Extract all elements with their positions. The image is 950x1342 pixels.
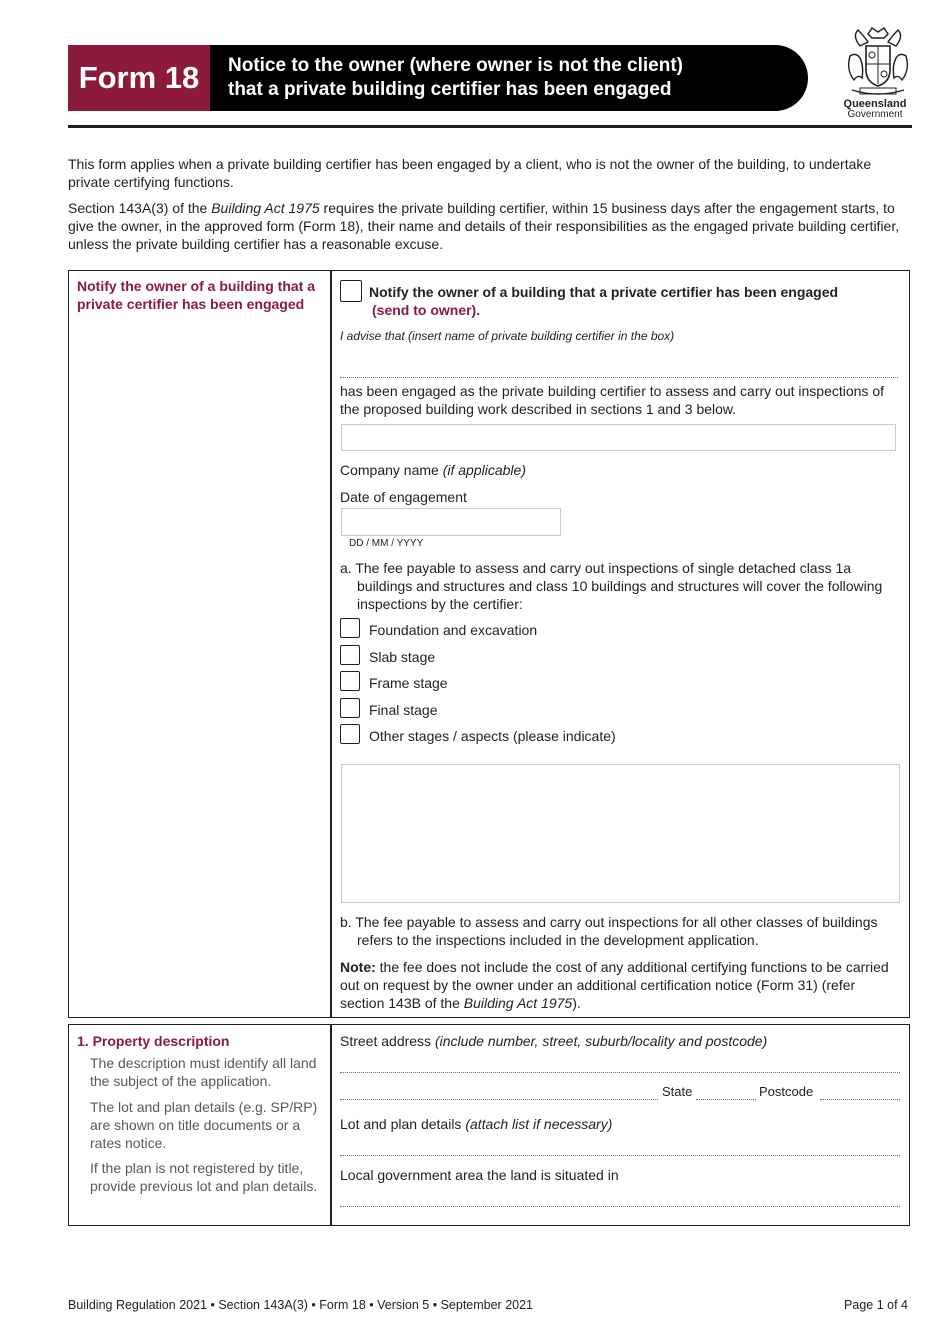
street-label-text: Street address (340, 1033, 435, 1049)
fee-clause-b: b. The fee payable to assess and carry out inspections for all other classes of buildings refers to the inspections included in the development application. (340, 914, 878, 948)
footer-reference: Building Regulation 2021 • Section 143A(3) • Form 18 • Version 5 • September 2021 (68, 1298, 534, 1312)
street-address-line-1[interactable] (340, 1072, 900, 1073)
company-label-text: Company name (340, 462, 443, 478)
lga-line[interactable] (340, 1206, 900, 1207)
final-stage-label: Final stage (369, 702, 438, 718)
company-label-note: (if applicable) (442, 462, 526, 478)
advise-instruction: I advise that (insert name of private building certifier in the box) (340, 329, 675, 343)
frame-stage-label: Frame stage (369, 675, 448, 691)
certifier-name-line[interactable] (340, 377, 898, 378)
intro-paragraph-2 (68, 199, 908, 253)
title-line-2: that a private building certifier has been engaged (228, 79, 672, 100)
street-address-label (340, 1032, 905, 1050)
street-address-line-2[interactable] (340, 1099, 658, 1100)
intro-act-name: Building Act 1975 (211, 200, 320, 216)
intro-text-cont: requires the private building certifier, within 15 business days after the engagement starts, to give the owner, in the approved form (Form 18), their name and details of their responsibilities as the engaged private building certifier, unless the private building certifier has a reasonable excuse. (68, 200, 900, 252)
lot-label-text: Lot and plan details (340, 1116, 466, 1132)
frame-stage-checkbox[interactable] (340, 671, 360, 691)
note-end: ). (572, 995, 581, 1011)
form-number-badge: Form 18 (68, 45, 210, 111)
final-stage-checkbox[interactable] (340, 698, 360, 718)
date-of-engagement-label: Date of engagement (340, 489, 467, 505)
form-title (210, 45, 808, 111)
intro-text: Section 143A(3) of the (68, 200, 212, 216)
property-help-1: The description must identify all land the subject of the application. (90, 1055, 317, 1089)
property-help-3: If the plan is not registered by title, provide previous lot and plan details. (90, 1160, 318, 1194)
postcode-label: Postcode (759, 1084, 814, 1099)
property-section-title: 1. Property description (77, 1033, 230, 1049)
foundation-checkbox[interactable] (340, 618, 360, 638)
notify-checkbox-suffix: (send to owner). (372, 302, 481, 318)
other-stages-checkbox[interactable] (340, 724, 360, 744)
fee-note (340, 958, 900, 1012)
other-stages-textarea[interactable] (341, 764, 900, 903)
page-number: Page 1 of 4 (844, 1298, 908, 1312)
note-text: the fee does not include the cost of any additional certifying functions to be carried out on request by the owner under an additional certification notice (Form 31) (refer section 143B of the (340, 959, 889, 1011)
engaged-statement: has been engaged as the private building certifier to assess and carry out inspections of the proposed building work described in sections 1 and 3 below. (340, 383, 884, 417)
state-field-line[interactable] (696, 1099, 756, 1100)
property-panel-divider (330, 1024, 332, 1226)
government-subtitle: Government (847, 109, 903, 120)
note-label: Note: (340, 959, 376, 975)
lot-label-note: (attach list if necessary) (465, 1116, 613, 1132)
foundation-label: Foundation and excavation (369, 622, 538, 638)
certifier-details-field[interactable] (341, 424, 896, 451)
state-label: State (662, 1084, 693, 1099)
note-act-name: Building Act 1975 (463, 995, 573, 1011)
property-help-2: The lot and plan details (e.g. SP/RP) are shown on title documents or a rates notice. (90, 1099, 318, 1151)
date-format-hint: DD / MM / YYYY (349, 538, 424, 549)
postcode-field-line[interactable] (820, 1099, 900, 1100)
slab-stage-label: Slab stage (369, 649, 436, 665)
date-of-engagement-field[interactable] (341, 508, 561, 536)
intro-paragraph-1: This form applies when a private building certifier has been engaged by a client, who is not the owner of the building, to undertake private certifying functions. (68, 156, 872, 190)
company-name-label (340, 461, 526, 479)
queensland-crest-icon (838, 26, 918, 102)
notify-checkbox-title: Notify the owner of a building that a private certifier has been engaged (369, 284, 839, 300)
government-name: Queensland (843, 98, 907, 110)
lot-plan-line[interactable] (340, 1155, 900, 1156)
other-stages-label: Other stages / aspects (please indicate) (369, 728, 616, 744)
slab-stage-checkbox[interactable] (340, 645, 360, 665)
notify-section-label: Notify the owner of a building that a private certifier has been engaged (77, 278, 315, 312)
street-label-note: (include number, street, suburb/locality and postcode) (434, 1033, 768, 1049)
lot-plan-label (340, 1115, 612, 1133)
header-divider (68, 125, 912, 128)
panel-divider (330, 270, 332, 1018)
notify-owner-checkbox[interactable] (340, 280, 362, 302)
title-line-1: Notice to the owner (where owner is not the client) (228, 55, 683, 76)
fee-clause-a: a. The fee payable to assess and carry out inspections of single detached class 1a buildings and structures and class 10 buildings and structures will cover the following inspections by the certifier: (340, 560, 883, 612)
lga-label: Local government area the land is situated in (340, 1167, 619, 1183)
